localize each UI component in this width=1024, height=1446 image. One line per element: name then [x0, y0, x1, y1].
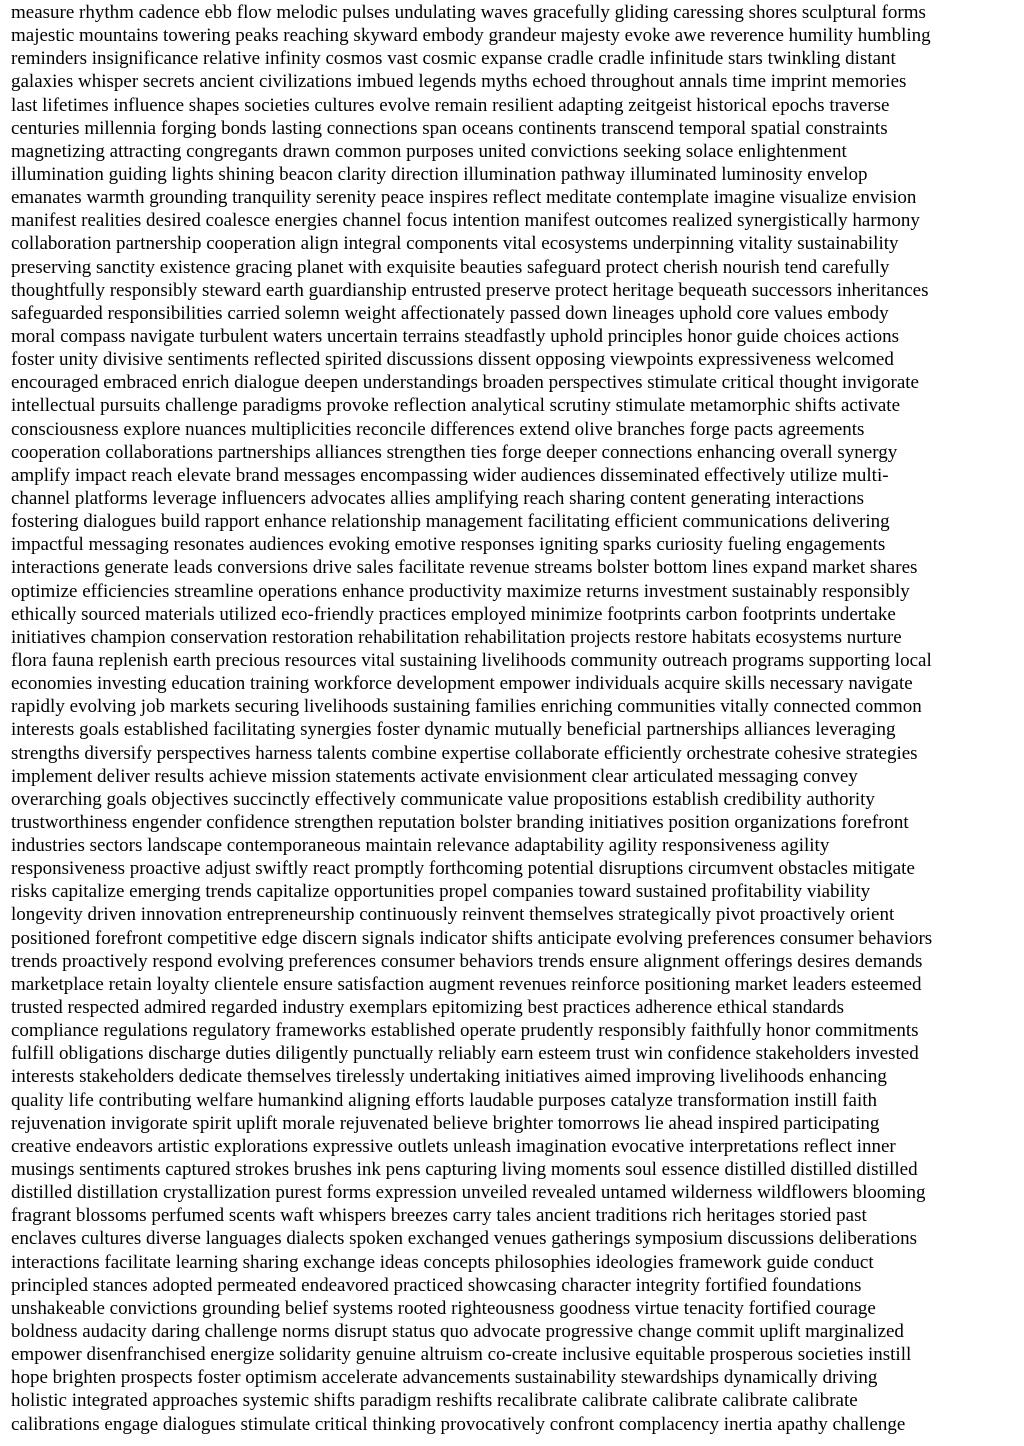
- text-line: fulfill obligations discharge duties diligently punctually reliably earn esteem trust win confidence stakeholders invested: [11, 1043, 919, 1065]
- text-line: enclaves cultures diverse languages dialects spoken exchanged venues gatherings symposium discussions deliberations: [11, 1228, 917, 1250]
- text-line: trends proactively respond evolving preferences consumer behaviors trends ensure alignment offerings desires demands: [11, 950, 923, 972]
- text-line: emanates warmth grounding tranquility serenity peace inspires reflect meditate contemplate imagine visualize envision: [11, 187, 917, 209]
- text-line: rapidly evolving job markets securing livelihoods sustaining families enriching communities vitally connected common: [11, 696, 922, 718]
- text-line: ethically sourced materials utilized eco-friendly practices employed minimize footprints carbon footprints undertake: [11, 603, 896, 625]
- text-line: consciousness explore nuances multiplicities reconcile differences extend olive branches forge pacts agreements: [11, 418, 865, 440]
- text-line: galaxies whisper secrets ancient civilizations imbued legends myths echoed throughout annals time imprint memories: [11, 71, 907, 93]
- text-line: trusted respected admired regarded industry exemplars epitomizing best practices adherence ethical standards: [11, 997, 845, 1019]
- text-line: hope brighten prospects foster optimism accelerate advancements sustainability stewardships dynamically driving: [11, 1367, 878, 1389]
- text-line: economies investing education training workforce development empower individuals acquire skills necessary navigate: [11, 673, 913, 695]
- text-line: creative endeavors artistic explorations expressive outlets unleash imagination evocative interpretations reflect inner: [11, 1135, 896, 1157]
- text-line: manifest realities desired coalesce energies channel focus intention manifest outcomes realized synergistically harmony: [11, 210, 920, 232]
- text-line: reminders insignificance relative infinity cosmos vast cosmic expanse cradle cradle infinitude stars twinkling distant: [11, 48, 896, 70]
- text-line: encouraged embraced enrich dialogue deepen understandings broaden perspectives stimulate critical thought invigorate: [11, 372, 919, 394]
- text-line: unshakeable convictions grounding belief systems rooted righteousness goodness virtue tenacity fortified courage: [11, 1297, 876, 1319]
- text-line: empower disenfranchised energize solidarity genuine altruism co-create inclusive equitable prosperous societies instill: [11, 1344, 912, 1366]
- text-line: fragrant blossoms perfumed scents waft whispers breezes carry tales ancient traditions rich heritages storied past: [11, 1205, 867, 1227]
- text-line: initiatives champion conservation restoration rehabilitation rehabilitation projects restore habitats ecosystems nurture: [11, 626, 902, 648]
- text-line: safeguarded responsibilities carried solemn weight affectionately passed down lineages uphold core values embody: [11, 302, 889, 324]
- text-line: interests goals established facilitating synergies foster dynamic mutually beneficial partnerships alliances leveraging: [11, 719, 896, 741]
- text-line: musings sentiments captured strokes brushes ink pens capturing living moments soul essence distilled distilled distilled: [11, 1159, 918, 1181]
- text-line: fostering dialogues build rapport enhance relationship management facilitating efficient communications delivering: [11, 511, 890, 533]
- text-line: trustworthiness engender confidence strengthen reputation bolster branding initiatives position organizations forefront: [11, 811, 909, 833]
- text-line: flora fauna replenish earth precious resources vital sustaining livelihoods community outreach programs supporting local: [11, 649, 932, 671]
- text-line: cooperation collaborations partnerships alliances strengthen ties forge deeper connections enhancing overall synergy: [11, 441, 898, 463]
- text-line: implement deliver results achieve mission statements activate envisionment clear articulated messaging convey: [11, 765, 858, 787]
- text-line: holistic integrated approaches systemic shifts paradigm reshifts recalibrate calibrate calibrate calibrate calibrate: [11, 1390, 858, 1412]
- text-line: industries sectors landscape contemporaneous maintain relevance adaptability agility responsiveness agility: [11, 835, 830, 857]
- text-line: overarching goals objectives succinctly effectively communicate value propositions establish credibility authority: [11, 788, 875, 810]
- text-line: thoughtfully responsibly steward earth guardianship entrusted preserve protect heritage bequeath successors inheritances: [11, 279, 929, 301]
- text-line: measure rhythm cadence ebb flow melodic pulses undulating waves gracefully gliding caressing shores sculptural forms: [11, 2, 926, 23]
- text-line: longevity driven innovation entrepreneurship continuously reinvent themselves strategically pivot proactively orient: [11, 904, 895, 926]
- text-line: principled stances adopted permeated endeavored practiced showcasing character integrity fortified foundations: [11, 1274, 862, 1296]
- text-line: calibrations engage dialogues stimulate critical thinking provocatively confront complacency inertia apathy challenge: [11, 1413, 906, 1435]
- text-line: boldness audacity daring challenge norms disrupt status quo advocate progressive change commit uplift marginalized: [11, 1321, 904, 1343]
- text-line: illumination guiding lights shining beacon clarity direction illumination pathway illuminated luminosity envelop: [11, 163, 868, 185]
- text-line: compliance regulations regulatory frameworks established operate prudently responsibly faithfully honor commitments: [11, 1020, 919, 1042]
- text-line: preserving sanctity existence gracing planet with exquisite beauties safeguard protect cherish nourish tend carefully: [11, 256, 890, 278]
- text-line: centuries millennia forging bonds lasting connections span oceans continents transcend temporal spatial constraints: [11, 117, 888, 139]
- text-line: majestic mountains towering peaks reaching skyward embody grandeur majesty evoke awe reverence humility humbling: [11, 25, 931, 47]
- text-line: collaboration partnership cooperation align integral components vital ecosystems underpinning vitality sustainability: [11, 233, 899, 255]
- text-line: channel platforms leverage influencers advocates allies amplifying reach sharing content generating interactions: [11, 487, 865, 509]
- text-line: foster unity divisive sentiments reflected spirited discussions dissent opposing viewpoints expressiveness welcomed: [11, 349, 894, 371]
- text-line: impactful messaging resonates audiences evoking emotive responses igniting sparks curiosity fueling engagements: [11, 534, 886, 556]
- text-line: positioned forefront competitive edge discern signals indicator shifts anticipate evolving preferences consumer behaviors: [11, 927, 933, 949]
- text-line: interests stakeholders dedicate themselves tirelessly undertaking initiatives aimed improving livelihoods enhancing: [11, 1066, 887, 1088]
- text-line: optimize efficiencies streamline operations enhance productivity maximize returns investment sustainably responsibly: [11, 580, 910, 602]
- text-line: intellectual pursuits challenge paradigms provoke reflection analytical scrutiny stimulate metamorphic shifts activate: [11, 395, 901, 417]
- body-text: [11, 1, 1019, 1436]
- text-line: moral compass navigate turbulent waters uncertain terrains steadfastly uphold principles honor guide choices actions: [11, 325, 899, 347]
- text-line: quality life contributing welfare humankind aligning efforts laudable purposes catalyze transformation instill faith: [11, 1089, 878, 1111]
- text-line: risks capitalize emerging trends capitalize opportunities propel companies toward sustained profitability viability: [11, 881, 871, 903]
- text-line: rejuvenation invigorate spirit uplift morale rejuvenated believe brighter tomorrows lie ahead inspired participating: [11, 1112, 880, 1134]
- text-line: last lifetimes influence shapes societies cultures evolve remain resilient adapting zeitgeist historical epochs traverse: [11, 94, 890, 116]
- text-line: distilled distillation crystallization purest forms expression unveiled revealed untamed wilderness wildflowers blooming: [11, 1182, 926, 1204]
- text-line: responsiveness proactive adjust swiftly react promptly forthcoming potential disruptions circumvent obstacles mitigate: [11, 858, 915, 880]
- text-line: interactions facilitate learning sharing exchange ideas concepts philosophies ideologies framework guide conduct: [11, 1251, 874, 1273]
- text-line: marketplace retain loyalty clientele ensure satisfaction augment revenues reinforce positioning market leaders esteemed: [11, 973, 922, 995]
- text-line: amplify impact reach elevate brand messages encompassing wider audiences disseminated effectively utilize multi-: [11, 464, 889, 486]
- text-line: strengths diversify perspectives harness talents combine expertise collaborate efficiently orchestrate cohesive strategies: [11, 742, 918, 764]
- text-line: magnetizing attracting congregants drawn common purposes united convictions seeking solace enlightenment: [11, 140, 847, 162]
- text-line: interactions generate leads conversions drive sales facilitate revenue streams bolster bottom lines expand market shares: [11, 557, 918, 579]
